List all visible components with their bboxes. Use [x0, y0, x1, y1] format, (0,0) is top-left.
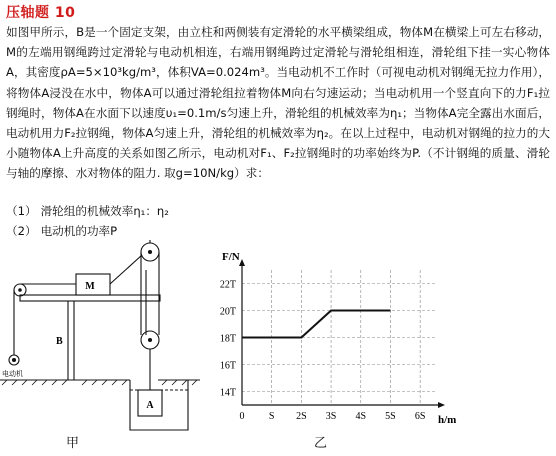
x-tick-label-3: 3S	[325, 411, 337, 422]
x-axis-label: h/m	[438, 414, 457, 426]
question-2-number: （2）	[6, 224, 37, 238]
y-tick-label-2: 18T	[219, 333, 236, 345]
question-2-text: 电动机的功率P	[40, 224, 118, 238]
chart-ticks	[220, 280, 426, 423]
y-axis-arrow	[239, 259, 245, 266]
force-height-chart	[0, 240, 556, 436]
problem-title: 压轴题 10	[6, 5, 76, 21]
y-tick-label-3: 20T	[219, 306, 236, 318]
question-1-number: （1）	[6, 204, 37, 218]
chart-axes	[239, 259, 445, 408]
label-a: A	[146, 400, 154, 411]
question-2	[6, 223, 117, 239]
x-tick-label-2: 2S	[296, 411, 307, 422]
caption-a: 甲	[66, 436, 80, 451]
chart-series	[242, 311, 390, 338]
caption-b: 乙	[314, 436, 328, 451]
y-tick-label-0: 14T	[219, 387, 236, 399]
x-axis-arrow	[438, 402, 445, 408]
x-tick-label-6: 6S	[414, 411, 426, 422]
series-line-0	[242, 311, 390, 338]
label-motor: 电动机	[2, 370, 23, 378]
question-1-text: 滑轮组的机械效率η₁：η₂	[40, 204, 169, 218]
label-m: M	[85, 281, 95, 292]
x-tick-label-1: S	[268, 411, 275, 422]
y-tick-label-1: 16T	[219, 360, 236, 372]
y-axis-label: F/N	[222, 251, 240, 263]
x-tick-label-4: 4S	[355, 411, 367, 422]
question-1	[6, 203, 169, 219]
x-tick-label-5: 5S	[385, 411, 396, 422]
y-tick-label-4: 22T	[219, 279, 236, 291]
x-tick-label-0: 0	[239, 411, 245, 422]
label-b: B	[56, 336, 63, 347]
problem-text: 如图甲所示，B是一个固定支架，由立柱和两侧装有定滑轮的水平横梁组成，物体M在横梁上可左右移动，M的左端用钢绳跨过定滑轮与电动机相连，右端用钢绳跨过定滑轮与滑轮组相连，滑轮组下挂一实心物体A，其密度ρA=5×10³kg/m³，体积VA=0.024m³。当电动机不工作时（可视电动机对钢绳无拉力作用），将物体A浸没在水中，物体A可以通过滑轮组拉着物体M向右匀速运动；当电动机用一个竖直向下的力F₁拉钢绳时，物体A在水面下以速度υ₁=0.1m/s匀速上升，滑轮组的机械效率为η₁；当物体A完全露出水面后，电动机用力F₂拉钢绳，物体A匀速上升，滑轮组的机械效率为η₂。在以上过程中，电动机对钢绳的拉力的大小随物体A上升高度的关系如图乙所示，电动机对F₁、F₂拉钢绳时的功率始终为P.（不计钢绳的质量、滑轮与轴的摩擦、水对物体的阻力. 取g=10N/kg）求：	[6, 25, 550, 181]
